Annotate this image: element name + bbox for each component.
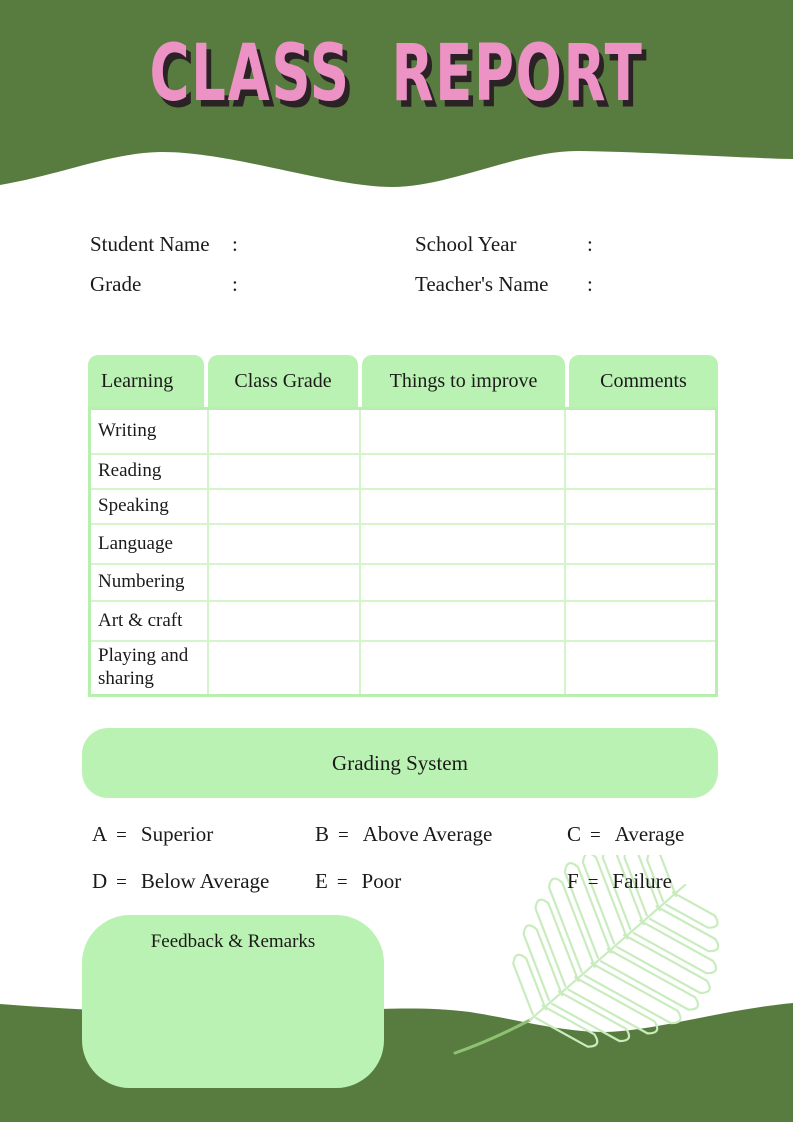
legend-item-a [92, 822, 315, 847]
field-grade [90, 272, 415, 297]
cell-writing-things-to-improve [361, 410, 566, 455]
cell-art-craft-comments [566, 602, 715, 642]
legend-letter-c: C [567, 822, 582, 846]
legend-item-e [315, 869, 567, 894]
cell-language-things-to-improve [361, 525, 566, 565]
legend-equals-c: = [590, 825, 601, 846]
cell-writing-class-grade [209, 410, 361, 455]
legend-meaning-b: Above Average [362, 822, 493, 846]
cell-playing-sharing-things-to-improve [361, 642, 566, 694]
cell-speaking-comments [566, 490, 715, 525]
legend-equals-f: = [587, 872, 599, 893]
cell-numbering-class-grade [209, 565, 361, 602]
column-header-class-grade: Class Grade [208, 355, 358, 407]
cell-reading-class-grade [209, 455, 361, 490]
report-table [88, 355, 718, 697]
row-label-playing-sharing: Playing and sharing [91, 642, 209, 694]
student-name-colon: : [232, 232, 238, 256]
legend-letter-f: F [567, 869, 579, 893]
legend-item-c [567, 822, 718, 847]
cell-numbering-comments [566, 565, 715, 602]
legend-equals-b: = [338, 825, 349, 846]
legend-meaning-c: Average [614, 822, 685, 846]
cell-art-craft-things-to-improve [361, 602, 566, 642]
row-label-art-craft: Art & craft [91, 602, 209, 642]
feedback-remarks-box [82, 915, 384, 1088]
page-title: CLASS REPORT [149, 27, 644, 119]
row-label-reading: Reading [91, 455, 209, 490]
legend-meaning-e: Poor [361, 869, 402, 893]
cell-reading-comments [566, 455, 715, 490]
legend-letter-a: A [92, 822, 108, 846]
teacher-name-colon: : [587, 272, 593, 296]
cell-speaking-things-to-improve [361, 490, 566, 525]
grading-system-banner [82, 728, 718, 798]
cell-playing-sharing-comments [566, 642, 715, 694]
cell-speaking-class-grade [209, 490, 361, 525]
grade-colon: : [232, 272, 238, 296]
legend-meaning-d: Below Average [140, 869, 270, 893]
legend-meaning-f: Failure [612, 869, 672, 893]
grade-label: Grade [90, 272, 142, 296]
cell-reading-things-to-improve [361, 455, 566, 490]
cell-writing-comments [566, 410, 715, 455]
legend-item-b [315, 822, 567, 847]
row-label-language: Language [91, 525, 209, 565]
cell-playing-sharing-class-grade [209, 642, 361, 694]
legend-letter-b: B [315, 822, 330, 846]
column-header-comments: Comments [569, 355, 718, 407]
table-header-row [88, 355, 718, 407]
column-header-things-to-improve: Things to improve [362, 355, 565, 407]
row-label-speaking: Speaking [91, 490, 209, 525]
student-info-section [90, 232, 722, 297]
legend-meaning-a: Superior [140, 822, 214, 846]
field-student-name [90, 232, 415, 257]
legend-item-d [92, 869, 315, 894]
grading-legend [92, 822, 718, 894]
school-year-label: School Year [415, 232, 517, 256]
cell-art-craft-class-grade [209, 602, 361, 642]
row-label-writing: Writing [91, 410, 209, 455]
legend-item-f [567, 869, 718, 894]
cell-language-comments [566, 525, 715, 565]
legend-equals-e: = [336, 872, 348, 893]
teacher-name-label: Teacher's Name [415, 272, 549, 296]
school-year-colon: : [587, 232, 593, 256]
legend-letter-d: D [92, 869, 108, 893]
table-body [88, 407, 718, 697]
field-teacher-name [415, 272, 722, 297]
legend-equals-d: = [116, 872, 127, 893]
student-name-label: Student Name [90, 232, 210, 256]
feedback-remarks-content [82, 953, 384, 1063]
feedback-remarks-title: Feedback & Remarks [150, 931, 316, 952]
column-header-learning: Learning [88, 355, 204, 407]
grading-system-title: Grading System [332, 750, 468, 775]
cell-language-class-grade [209, 525, 361, 565]
field-school-year [415, 232, 722, 257]
legend-letter-e: E [315, 869, 328, 893]
legend-equals-a: = [116, 825, 127, 846]
cell-numbering-things-to-improve [361, 565, 566, 602]
row-label-numbering: Numbering [91, 565, 209, 602]
